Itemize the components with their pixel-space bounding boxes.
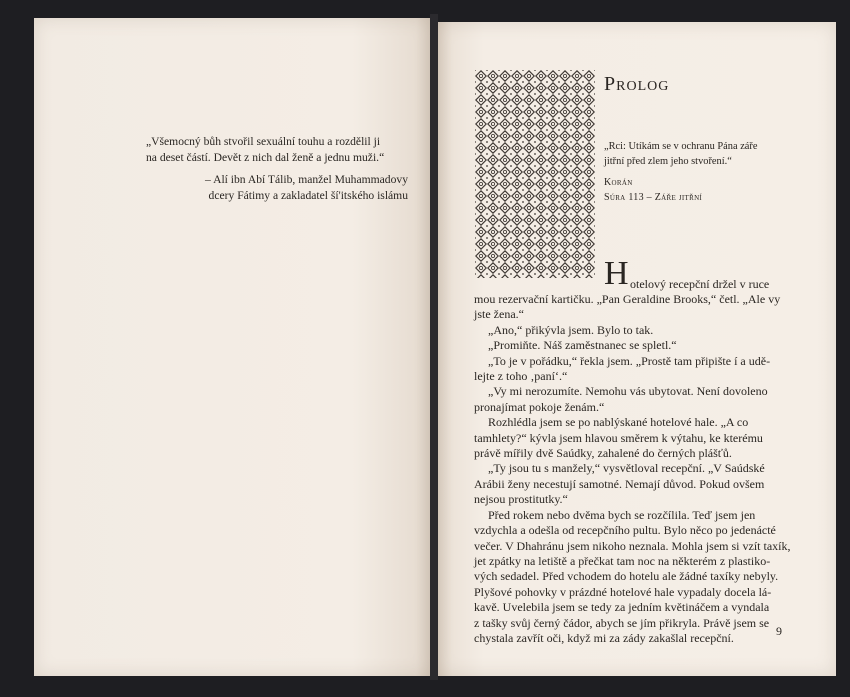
text-line: Arábii ženy necestují samotné. Nemají důvod. Pokud ovšem [474, 476, 765, 491]
text-line: právě mířily dvě Saúdky, zahalené do černých plášťů. [474, 446, 732, 461]
motto-line: na deset částí. Devět z nich dal ženě a jednu muži.“ [146, 151, 385, 164]
epigraph-line: „Rci: Utíkám se v ochranu Pána záře [604, 141, 758, 152]
text-line: „Vy mi nerozumíte. Nemohu vás ubytovat. Není dovoleno [488, 384, 768, 399]
text-line: jet zpátky na letiště a přečkat tam noc na některém z plastiko- [474, 553, 771, 568]
text-line: Před rokem nebo dvěma bych se rozčílila. Teď jsem jen [488, 507, 756, 522]
text-line: kavě. Uvelebila jsem se tedy za jedním květináčem a vyndala [474, 600, 770, 615]
motto-attribution [172, 172, 408, 204]
text-line: mou rezervační kartičku. „Pan Geraldine Brooks,“ četl. „Ale vy [474, 292, 781, 306]
epigraph [604, 139, 804, 205]
text-line: nejsou prostitutky.“ [474, 492, 568, 507]
left-page [34, 18, 432, 676]
text-line: jste žena.“ [474, 307, 524, 322]
epigraph-line: jitřní před zlem jeho stvoření.“ [604, 156, 732, 167]
text-line: tamhlety?“ kývla jsem hlavou směrem k výtahu, ke kterému [474, 430, 763, 445]
epigraph-sura: Súra 113 – Záře jitřní [604, 192, 703, 203]
text-line: Rozhlédla jsem se po nablýskané hotelové hale. „A co [488, 415, 749, 430]
attribution-line: – Alí ibn Abí Tálib, manžel Muhammadovy [205, 173, 408, 186]
text-line: vých sedadel. Před vchodem do hotelu ale žádné taxíky nebyly. [474, 569, 779, 584]
text-line: lejte z toho ‚paní‘.“ [474, 369, 568, 384]
text-line: „Promiňte. Náš zaměstnanec se spletl.“ [488, 338, 677, 353]
text-line: „To je v pořádku,“ řekla jsem. „Prostě tam připište í a udě- [488, 353, 771, 368]
book-gutter [430, 14, 438, 680]
epigraph-source: Korán [604, 177, 633, 188]
first-line: otelový recepční držel v ruce [630, 277, 770, 291]
text-line: „Ano,“ přikývla jsem. Bylo to tak. [488, 322, 654, 337]
motto-line: „Všemocný bůh stvořil sexuální touhu a rozdělil ji [146, 135, 381, 148]
motto-quote [146, 134, 408, 166]
text-line: vzdychla a odešla od recepčního pultu. Bylo něco po jedenácté [474, 523, 776, 538]
drop-cap: H [604, 255, 629, 292]
text-line: pronajímat pokoje ženám.“ [474, 399, 605, 414]
text-line: chystala zavřít oči, když mi za zády zakašlal recepční. [474, 630, 734, 645]
chapter-title: Prolog [604, 73, 670, 95]
page-number: 9 [776, 624, 782, 638]
text-line: Plyšové pohovky v prázdné hotelové hale vypadaly docela lá- [474, 584, 772, 599]
body-text [474, 292, 791, 646]
text-line: večer. V Dhahránu jsem nikoho neznala. Mohla jsem si vzít taxík, [474, 538, 791, 553]
text-line: „Ty jsou tu s manžely,“ vysvětloval recepční. „V Saúdské [488, 461, 765, 476]
attribution-line: dcery Fátimy a zakladatel ší'itského islámu [208, 189, 408, 202]
text-line: z tašky svůj černý čádor, abych se jím přikryla. Právě jsem se [474, 615, 770, 630]
ornament-pattern [475, 70, 597, 280]
